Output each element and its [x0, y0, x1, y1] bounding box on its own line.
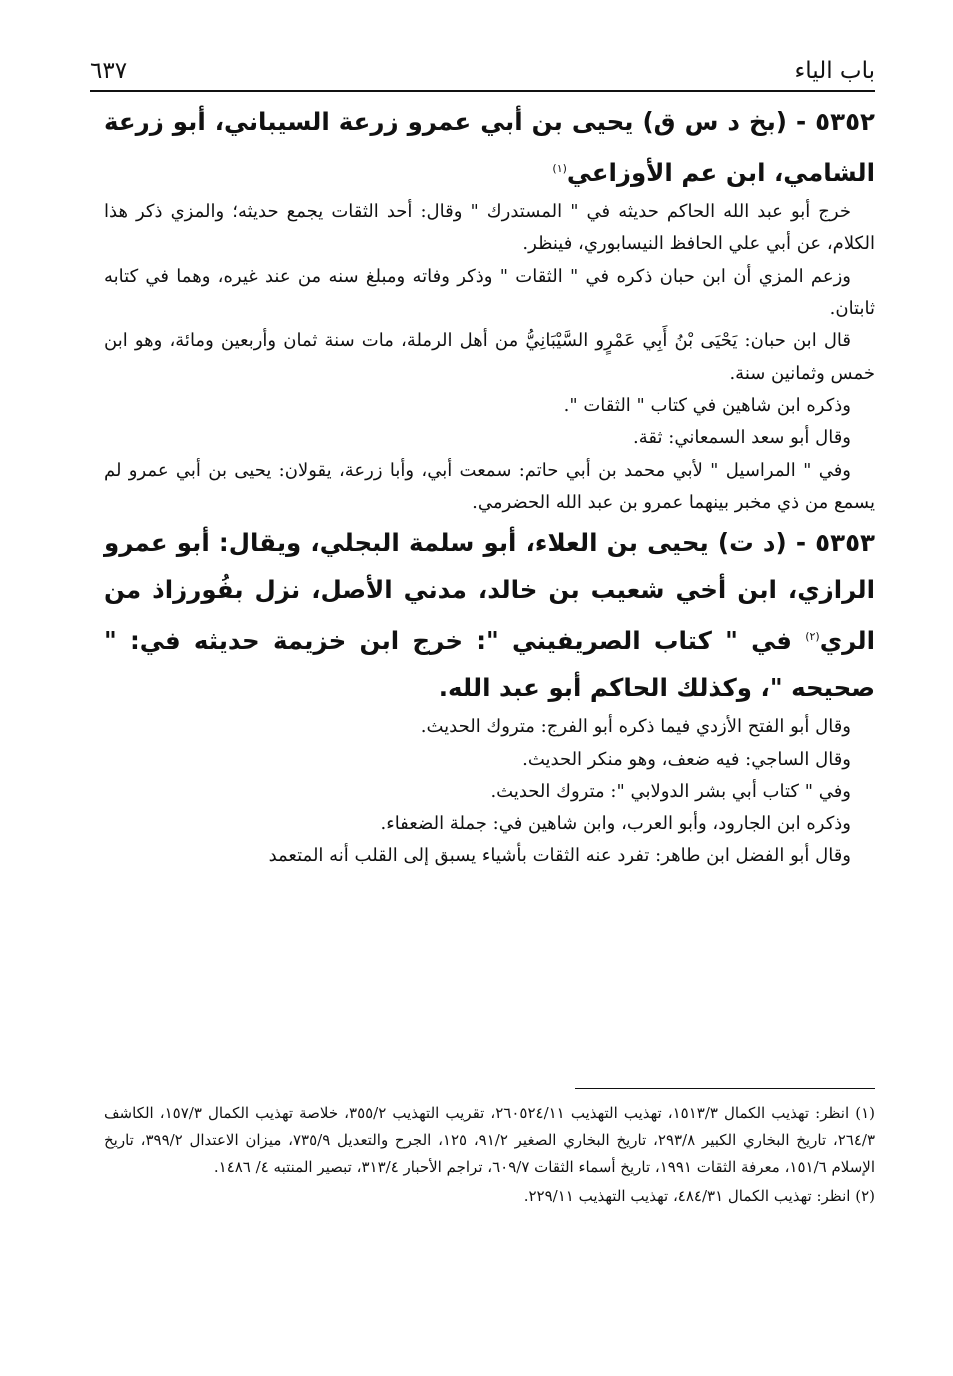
paragraph: وقال أبو الفضل ابن طاهر: تفرد عنه الثقات بأشياء يسبق إلى القلب أنه المتعمد — [268, 845, 851, 867]
paragraph: وذكره ابن شاهين في كتاب " الثقات ". — [563, 394, 851, 416]
paragraph: وفي " كتاب أبي بشر الدولابي ": متروك الحديث. — [490, 780, 851, 802]
page-number: ٦٣٧ — [90, 58, 128, 84]
footnote-divider — [575, 1088, 875, 1089]
entry-heading: ٥٣٥٢ - (بخ د س ق) يحيى بن أبي عمرو زرعة السيباني، أبو زرعة الشامي، ابن عم الأوزاعي$^{(١)}$ — [104, 107, 875, 188]
footnote: (١) انظر: تهذيب الكمال ١٥١٣/٣، تهذيب التهذيب ٢٦٠٥٢٤/١١، تقريب التهذيب ٣٥٥/٢، خلاصة تهذيب الكمال ١٥٧/٣، الكاشف ٢٦٤/٣، تاريخ البخاري الكبير ٢٩٣/٨، تاريخ البخاري الصغير ٩١/٢، ١٢٥، الجرح والتعديل ٧٣٥/٩، ميزان الاعتدال ٣٩٩/٢، تاريخ الإسلام ١٥١/٦، معرفة الثقات ١٩٩١، تاريخ أسماء الثقات ٦٠٩/٧، تراجم الأحبار ٣١٣/٤، تبصير المنتبه ٤/ ١٤٨٦. — [104, 1104, 875, 1176]
page-header — [90, 50, 875, 92]
paragraph: قال ابن حبان: يَحْيَى بْنُ أَبِي عَمْرٍو السَّيْبَانِيُّ من أهل الرملة، مات سنة ثمان وأربعين ومائة، وهو ابن خمس وثمانين سنة. — [104, 330, 875, 384]
chapter-title: باب الياء — [794, 58, 875, 84]
paragraph: وزعم المزي أن ابن حبان ذكره في " الثقات " وذكر وفاته ومبلغ سنه من عند غيره، وهما في كتابه ثابتان. — [104, 265, 875, 320]
footnotes — [104, 1100, 875, 1212]
entry-heading: ٥٣٥٣ - (د ت) يحيى بن العلاء، أبو سلمة البجلي، ويقال: أبو عمرو الرازي، ابن أخي شعيب بن خالد، مدني الأصل، نزل بفُورزاذ من الري$^{(٢)}$ في " كتاب الصريفيني ": خرج ابن خزيمة حديثه في: " صحيحه "، وكذلك الحاكم أبو عبد الله. — [104, 528, 875, 703]
footnote: (٢) انظر: تهذيب الكمال ٤٨٤/٣١، تهذيب التهذيب ٢٢٩/١١. — [523, 1187, 875, 1205]
paragraph: وفي " المراسيل " لأبي محمد بن أبي حاتم: سمعت أبي، وأبا زرعة، يقولان: يحيى بن أبي عمرو لم يسمع من ذي مخبر بينهما عمرو بن عبد الله الحضرمي. — [104, 459, 875, 513]
paragraph: خرج أبو عبد الله الحاكم حديثه في " المستدرك " وقال: أحد الثقات يجمع حديثه؛ والمزي ذكر هذا الكلام، عن أبي علي الحافظ النيسابوري، فينظر. — [104, 201, 875, 255]
footnote-ref: (١) — [552, 162, 567, 175]
paragraph: وقال الساجي: فيه ضعف، وهو منكر الحديث. — [522, 748, 851, 770]
page-body — [104, 98, 875, 873]
paragraph: وذكره ابن الجارود، وأبو العرب، وابن شاهين في: جملة الضعفاء. — [380, 813, 851, 835]
footnote-ref: (٢) — [805, 630, 820, 644]
paragraph: وقال أبو سعد السمعاني: ثقة. — [633, 427, 851, 449]
paragraph: وقال أبو الفتح الأزدي فيما ذكره أبو الفرج: متروك الحديث. — [420, 716, 851, 738]
